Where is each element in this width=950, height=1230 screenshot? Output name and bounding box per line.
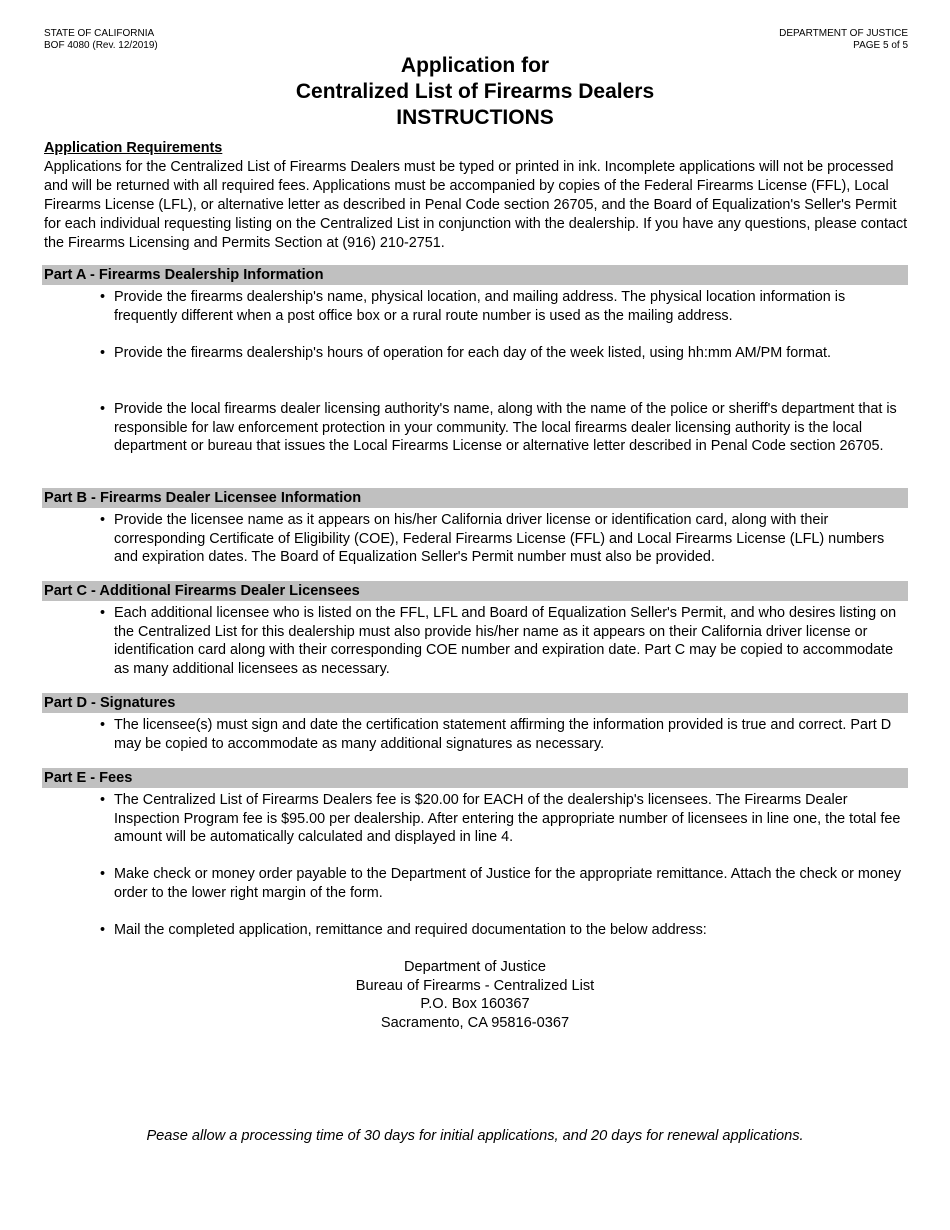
bullet-glyph: • [100, 717, 106, 733]
requirements-heading: Application Requirements [44, 140, 223, 156]
address-line-2: Bureau of Firearms - Centralized List [355, 977, 595, 994]
bullet-text: The licensee(s) must sign and date the certification statement affirming the information provided is true and correct. Part D may be copied to accommodate as many additional signatures as necessary. [114, 717, 892, 752]
form-header-left [44, 28, 158, 52]
address-line-4: Sacramento, CA 95816-0367 [380, 1014, 570, 1031]
bullet-glyph: • [100, 512, 106, 528]
bullet-glyph: • [100, 605, 106, 621]
bullet-text: Provide the firearms dealership's hours of operation for each day of the week listed, using hh:mm AM/PM format. [114, 345, 832, 361]
part-c-heading: Part C - Additional Firearms Dealer Licensees [42, 581, 908, 601]
address-line-3: P.O. Box 160367 [420, 996, 530, 1013]
form-number: BOF 4080 (Rev. 12/2019) [44, 40, 158, 51]
state-label: STATE OF CALIFORNIA [44, 28, 155, 39]
part-c-bullet-1 [100, 604, 910, 678]
part-e-bullet-2 [100, 865, 910, 902]
part-e-bullet-3 [100, 921, 910, 940]
title-line-3: INSTRUCTIONS [396, 106, 554, 129]
page-title [0, 53, 950, 131]
part-b-bullet-1 [100, 511, 910, 567]
part-a-heading: Part A - Firearms Dealership Information [42, 265, 908, 285]
page-number: PAGE 5 of 5 [853, 40, 908, 51]
bullet-glyph: • [100, 401, 106, 417]
requirements-text: Applications for the Centralized List of Firearms Dealers must be typed or printed in ink. Incomplete applications will not be processed and will be returned with all required fees. Applications must be accompanied by copies of the Federal Firearms License (FFL), Local Firearms License (LFL), or alternative letter as described in Penal Code section 26705, and the Board of Equalization's Seller's Permit for each individual requesting listing on the Centralized List in conjunction with the dealership. If you have any questions, please contact the Firearms Licensing and Permits Section at (916) 210-2751. [44, 159, 908, 251]
bullet-glyph: • [100, 922, 106, 938]
mailing-address [0, 958, 950, 1032]
bullet-glyph: • [100, 345, 106, 361]
bullet-glyph: • [100, 866, 106, 882]
application-requirements [44, 139, 910, 253]
processing-time-note: Pease allow a processing time of 30 days for initial applications, and 20 days for renewal applications. [146, 1128, 804, 1144]
bullet-text: Each additional licensee who is listed on the FFL, LFL and Board of Equalization Seller's Permit, and who desires listing on the Centralized List for this dealership must also provide his/her name as it appears on their California driver license or identification card along with their corresponding COE number and expiration date. Part C may be copied to accommodate as many additional licensees as necessary. [114, 605, 897, 677]
bullet-text: Provide the local firearms dealer licensing authority's name, along with the name of the police or sheriff's department that is responsible for law enforcement protection in your community. The local firearms dealer licensing authority is the local department or bureau that issues the Local Firearms License or alternative letter described in Penal Code section 26705. [114, 401, 897, 455]
part-a-bullet-3 [100, 400, 910, 456]
form-header-right [779, 28, 908, 52]
bullet-glyph: • [100, 792, 106, 808]
title-line-1: Application for [400, 54, 550, 77]
address-line-1: Department of Justice [404, 959, 546, 975]
bullet-text: Provide the firearms dealership's name, physical location, and mailing address. The physical location information is frequently different when a post office box or a rural route number is used as the mailing address. [114, 289, 846, 324]
part-e-bullet-1 [100, 791, 910, 847]
part-b-heading: Part B - Firearms Dealer Licensee Information [42, 488, 908, 508]
part-d-bullet-1 [100, 716, 910, 753]
part-e-heading: Part E - Fees [42, 768, 908, 788]
part-a-bullet-1 [100, 288, 910, 325]
title-line-2: Centralized List of Firearms Dealers [295, 80, 655, 103]
bullet-text: The Centralized List of Firearms Dealers fee is $20.00 for EACH of the dealership's licensees. The Firearms Dealer Inspection Program fee is $95.00 per dealership. After entering the appropriate number of licensees in line one, the total fee amount will be automatically calculated and displayed in line 4. [114, 792, 901, 846]
bullet-text: Make check or money order payable to the Department of Justice for the appropriate remittance. Attach the check or money order to the lower right margin of the form. [114, 866, 902, 901]
bullet-text: Mail the completed application, remittance and required documentation to the below address: [114, 922, 707, 938]
department-label: DEPARTMENT OF JUSTICE [779, 28, 908, 39]
bullet-text: Provide the licensee name as it appears on his/her California driver license or identification card, along with their corresponding Certificate of Eligibility (COE), Federal Firearms License (FFL) and Local Firearms License (LFL) numbers and expiration dates. The Board of Equalization Seller's Permit number must also be provided. [114, 512, 885, 566]
bullet-glyph: • [100, 289, 106, 305]
part-a-bullet-2 [100, 344, 910, 363]
part-d-heading: Part D - Signatures [42, 693, 908, 713]
